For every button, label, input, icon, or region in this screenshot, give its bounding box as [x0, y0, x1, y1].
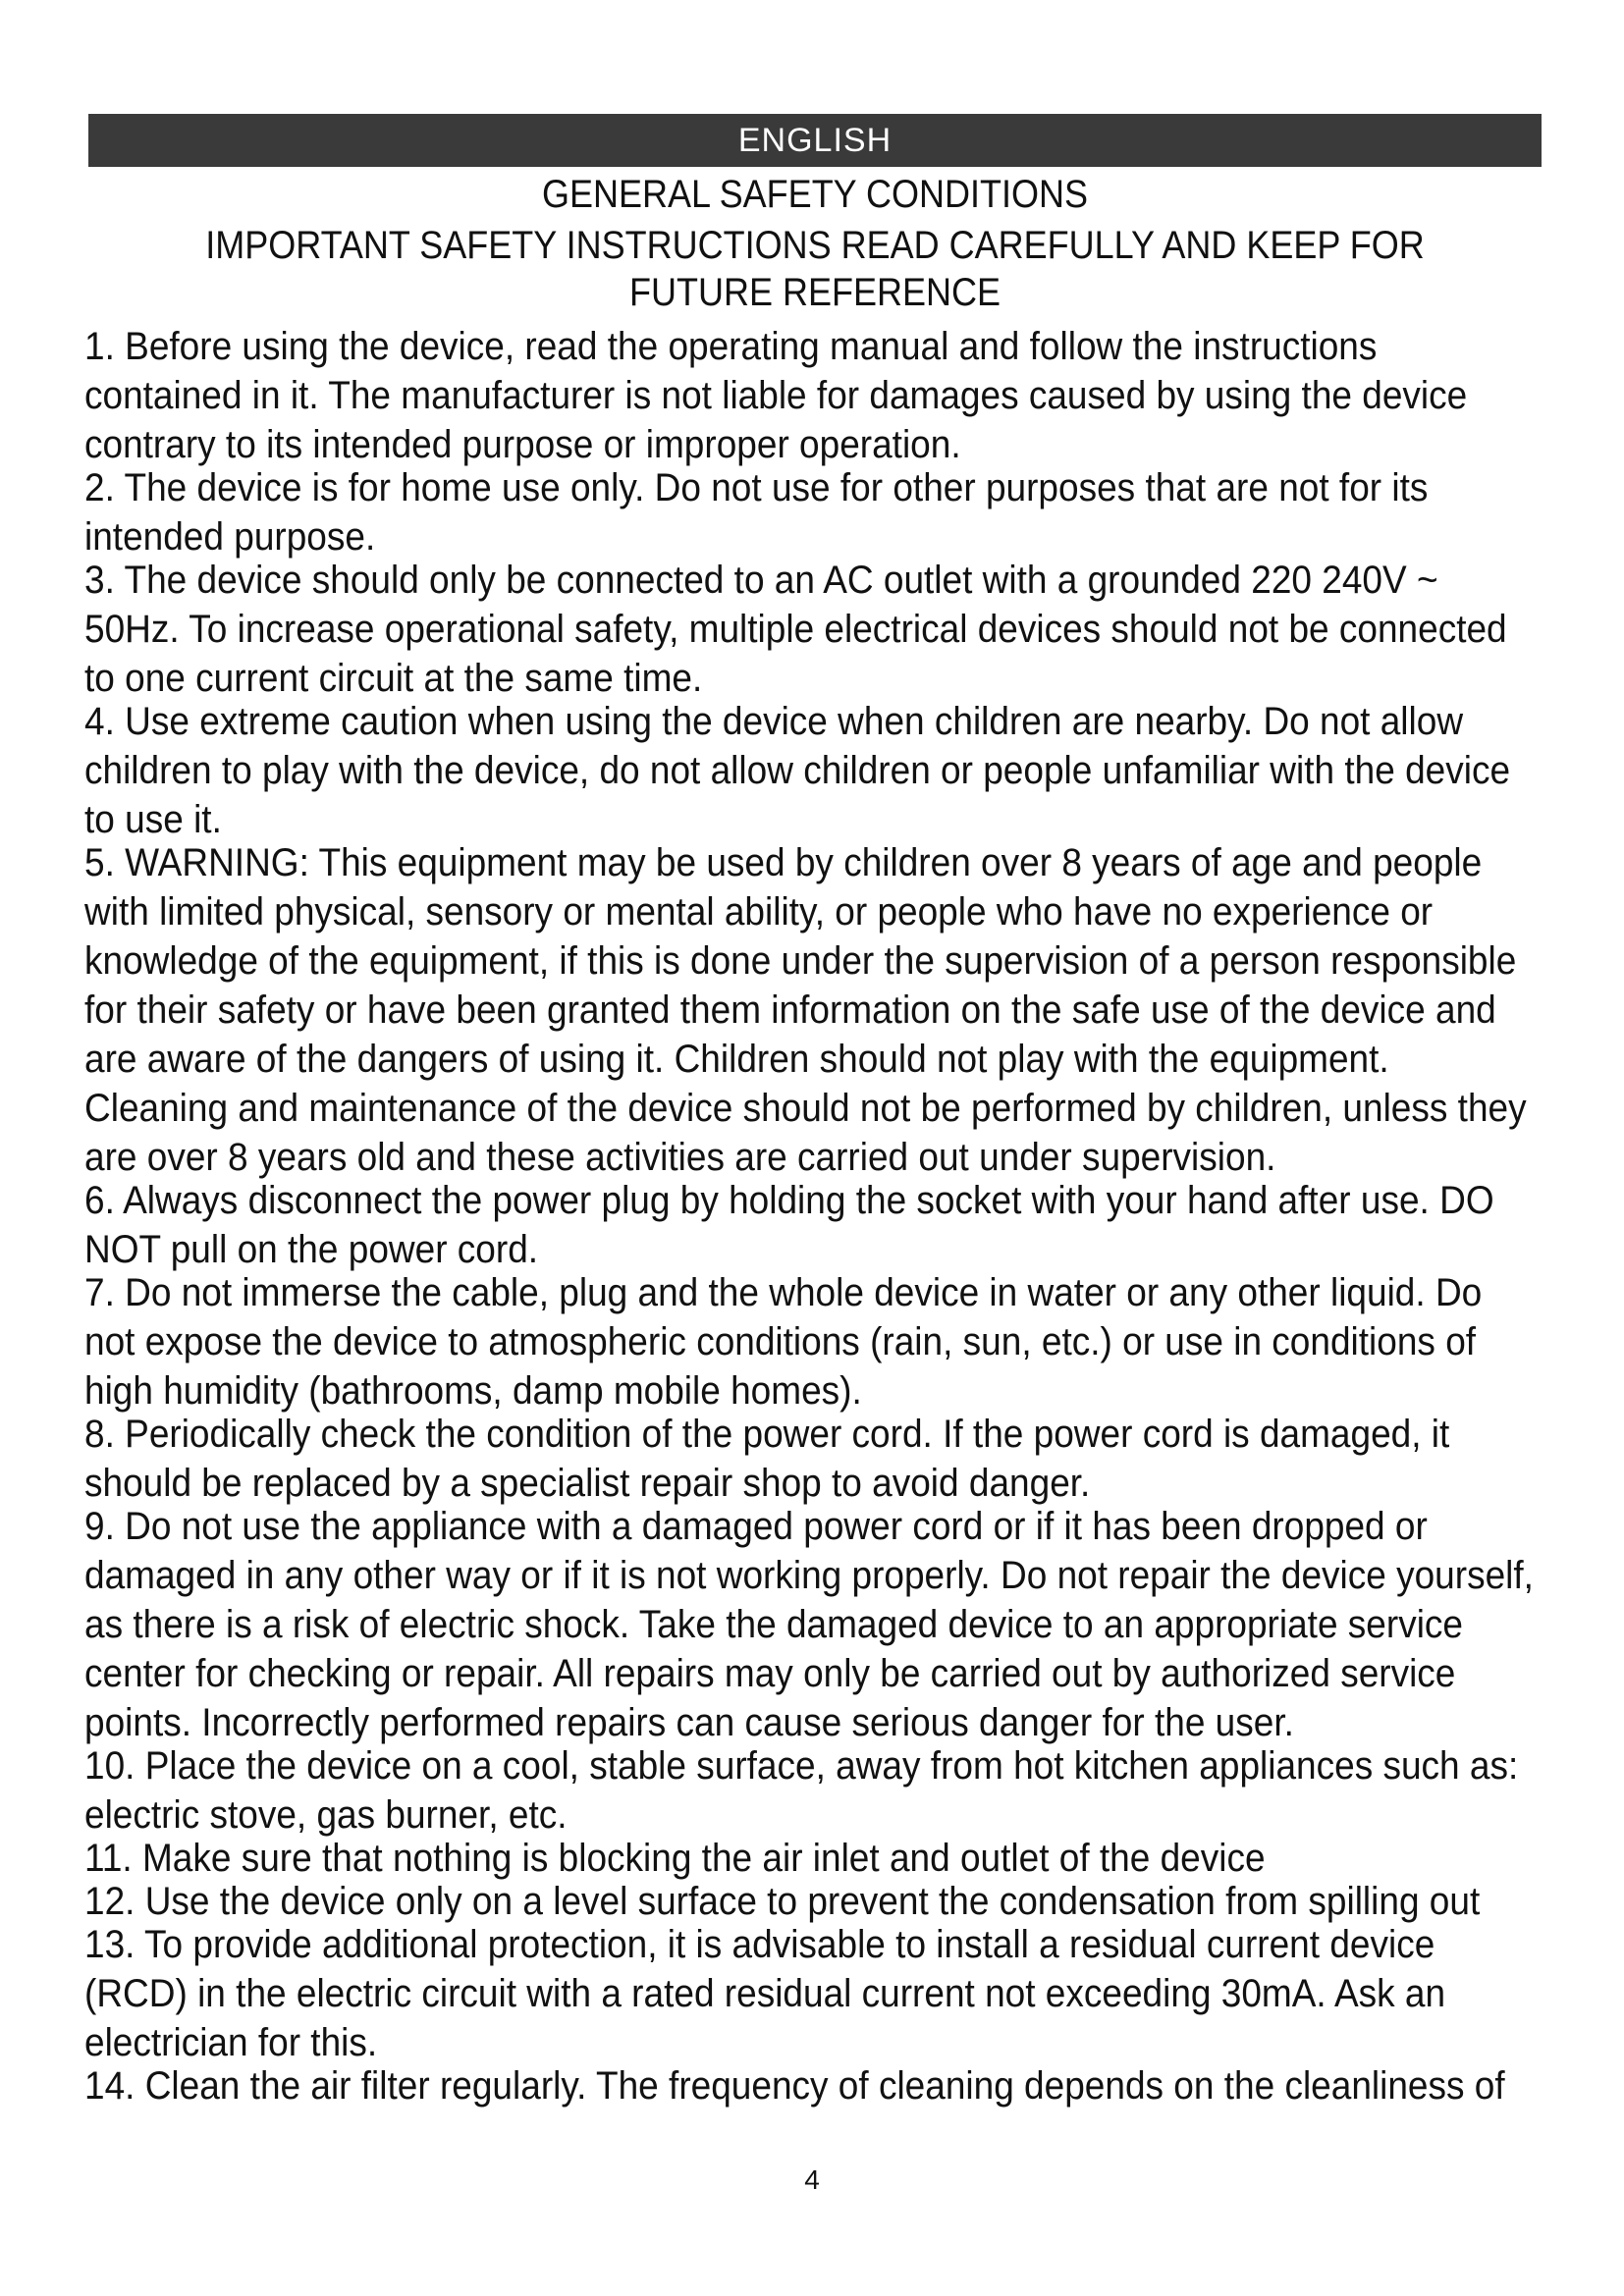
instruction-item-10: 10. Place the device on a cool, stable surface, away from hot kitchen appliances such as: electric stove, gas burner, etc. [84, 1744, 1519, 1837]
instruction-item-1: 1. Before using the device, read the operating manual and follow the instructions contained in it. The manufacturer is not liable for damages caused by using the device contrary to its intended purpose or improper operation. [84, 325, 1468, 466]
instruction-item-13: 13. To provide additional protection, it is advisable to install a residual current device (RCD) in the electric circuit with a rated residual current not exceeding 30mA. Ask an electrician for this. [84, 1923, 1446, 2064]
instruction-item-14: 14. Clean the air filter regularly. The frequency of cleaning depends on the cleanliness of [84, 2064, 1505, 2108]
instruction-item-2: 2. The device is for home use only. Do not use for other purposes that are not for its intended purpose. [84, 466, 1429, 559]
instruction-item-9: 9. Do not use the appliance with a damaged power cord or if it has been dropped or damaged in any other way or if it is not working properly. Do not repair the device yourself, as there is a risk of electric shock. Take the damaged device to an appropriate service center for checking or repair. All repairs may only be carried out by authorized service points. Incorrectly performed repairs can cause serious danger for the user. [84, 1505, 1534, 1744]
section-title: GENERAL SAFETY CONDITIONS [541, 173, 1089, 216]
instruction-item-11: 11. Make sure that nothing is blocking the air inlet and outlet of the device [84, 1837, 1266, 1880]
instruction-item-5: 5. WARNING: This equipment may be used by children over 8 years of age and people with limited physical, sensory or mental ability, or people who have no experience or knowledge of the equipment, if this is done under the supervision of a person responsible for their safety or have been granted them information on the safe use of the device and are aware of the dangers of using it. Children should not play with the equipment. Cleaning and maintenance of the device should not be performed by children, unless they are over 8 years old and these activities are carried out under supervision. [84, 841, 1527, 1179]
section-subtitle: IMPORTANT SAFETY INSTRUCTIONS READ CAREFULLY AND KEEP FOR FUTURE REFERENCE [205, 224, 1425, 314]
instruction-item-7: 7. Do not immerse the cable, plug and the whole device in water or any other liquid. Do not expose the device to atmospheric conditions (rain, sun, etc.) or use in conditions of high humidity (bathrooms, damp mobile homes). [84, 1271, 1483, 1413]
instruction-item-8: 8. Periodically check the condition of the power cord. If the power cord is damaged, it should be replaced by a specialist repair shop to avoid danger. [84, 1413, 1450, 1505]
safety-instruction-list [84, 322, 1542, 2110]
instruction-item-12: 12. Use the device only on a level surface to prevent the condensation from spilling out [84, 1880, 1481, 1923]
manual-page [84, 114, 1542, 2108]
page-number: 4 [804, 2164, 820, 2195]
instruction-item-3: 3. The device should only be connected to an AC outlet with a grounded 220 240V ~ 50Hz. To increase operational safety, multiple electrical devices should not be connected to one current circuit at the same time. [84, 559, 1507, 700]
language-bar: ENGLISH [88, 114, 1542, 167]
instruction-item-4: 4. Use extreme caution when using the device when children are nearby. Do not allow children to play with the device, do not allow children or people unfamiliar with the device to use it. [84, 700, 1511, 841]
instruction-item-6: 6. Always disconnect the power plug by holding the socket with your hand after use. DO NOT pull on the power cord. [84, 1179, 1494, 1271]
